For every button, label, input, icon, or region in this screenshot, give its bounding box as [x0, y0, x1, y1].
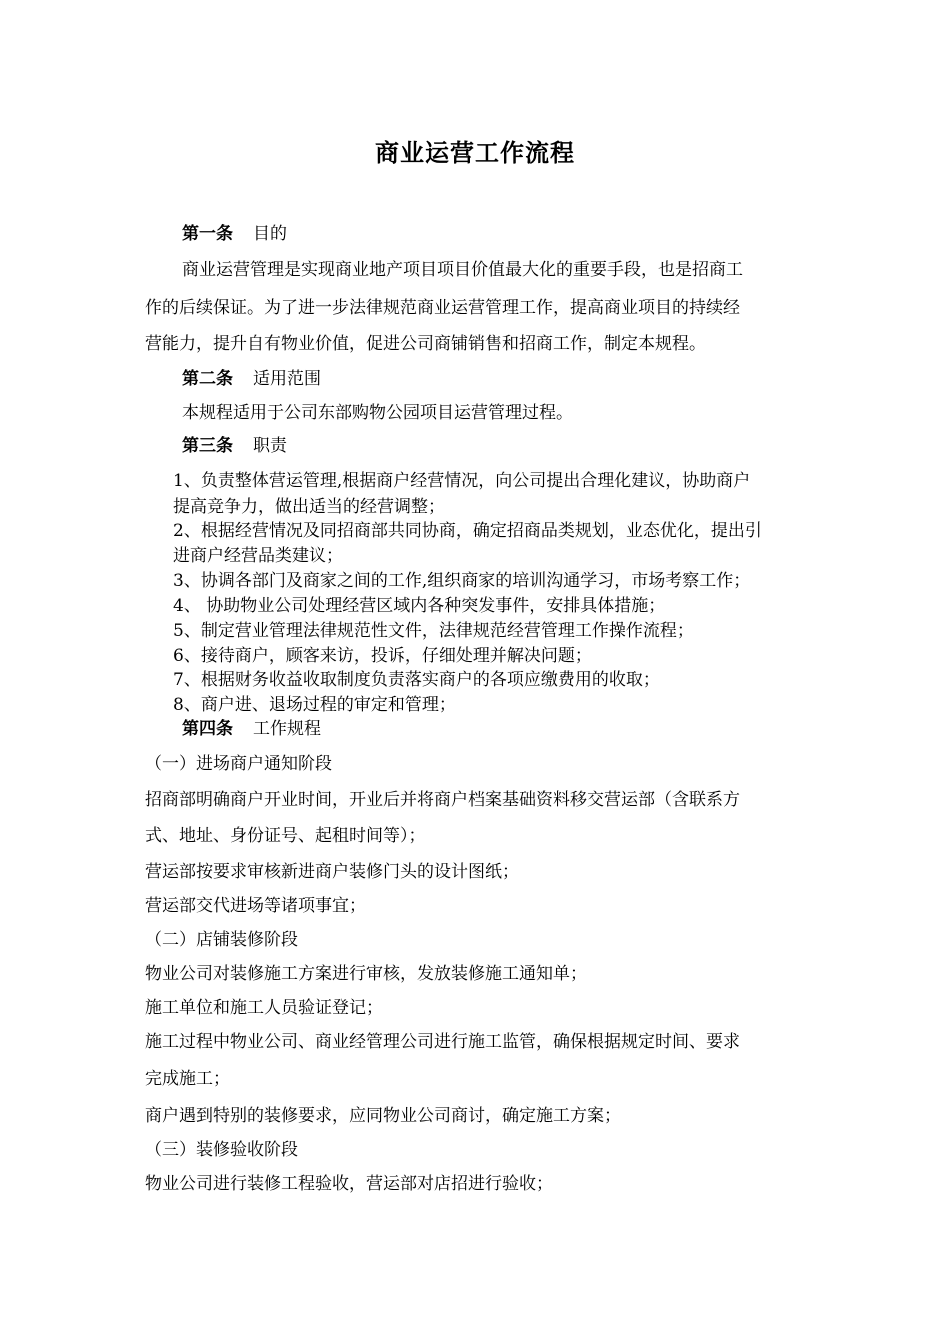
scope-text: 本规程适用于公司东部购物公园项目运营管理过程。 — [182, 403, 573, 423]
section-label: 第二条 — [182, 369, 233, 389]
procedure-line: 营运部按要求审核新进商户装修门头的设计图纸； — [145, 862, 519, 882]
section-name: 目的 — [253, 224, 287, 244]
purpose-line-1: 商业运营管理是实现商业地产项目项目价值最大化的重要手段，也是招商工 — [182, 260, 743, 280]
procedure-line: 式、地址、身份证号、起租时间等）； — [145, 826, 426, 846]
procedure-line: 施工单位和施工人员验证登记； — [145, 998, 383, 1018]
duty-line: 1、负责整体营运管理,根据商户经营情况，向公司提出合理化建议，协助商户 — [173, 471, 751, 491]
duty-line: 4、 协助物业公司处理经营区域内各种突发事件，安排具体措施； — [173, 596, 666, 616]
duty-line: 2、根据经营情况及同招商部共同协商，确定招商品类规划，业态优化，提出引 — [173, 521, 762, 541]
section-heading-2 — [182, 368, 321, 390]
duty-line: 7、根据财务收益收取制度负责落实商户的各项应缴费用的收取； — [173, 670, 660, 690]
purpose-line-3: 营能力，提升自有物业价值，促进公司商铺销售和招商工作，制定本规程。 — [145, 334, 706, 354]
procedure-line: 招商部明确商户开业时间，开业后并将商户档案基础资料移交营运部（含联系方 — [145, 790, 740, 810]
procedure-line: 商户遇到特别的装修要求，应同物业公司商讨，确定施工方案； — [145, 1106, 621, 1126]
section-name: 职责 — [253, 436, 287, 456]
section-label: 第四条 — [182, 719, 233, 739]
section-name: 适用范围 — [253, 369, 321, 389]
procedure-line: 物业公司对装修施工方案进行审核，发放装修施工通知单； — [145, 964, 587, 984]
section-label: 第三条 — [182, 436, 233, 456]
section-heading-4 — [182, 718, 321, 740]
procedure-line: 施工过程中物业公司、商业经管理公司进行施工监管，确保根据规定时间、要求 — [145, 1032, 740, 1052]
procedure-line: 完成施工； — [145, 1069, 230, 1089]
duty-line: 进商户经营品类建议； — [173, 546, 343, 566]
procedure-line: 营运部交代进场等诸项事宜； — [145, 896, 366, 916]
section-heading-1 — [182, 223, 287, 245]
procedure-line: 物业公司进行装修工程验收，营运部对店招进行验收； — [145, 1174, 553, 1194]
section-heading-3 — [182, 435, 287, 457]
duty-line: 提高竞争力，做出适当的经营调整； — [173, 497, 445, 517]
section-name: 工作规程 — [253, 719, 321, 739]
procedure-line: （三）装修验收阶段 — [145, 1140, 298, 1160]
procedure-line: （一）进场商户通知阶段 — [145, 754, 332, 774]
duty-line: 6、接待商户，顾客来访，投诉，仔细处理并解决问题； — [173, 646, 592, 666]
duty-line: 8、商户进、退场过程的审定和管理； — [173, 695, 456, 715]
purpose-line-2: 作的后续保证。为了进一步法律规范商业运营管理工作，提高商业项目的持续经 — [145, 298, 740, 318]
duty-line: 3、协调各部门及商家之间的工作,组织商家的培训沟通学习，市场考察工作； — [173, 571, 751, 591]
document-title: 商业运营工作流程 — [375, 139, 575, 167]
duty-line: 5、制定营业管理法律规范性文件，法律规范经营管理工作操作流程； — [173, 621, 694, 641]
section-label: 第一条 — [182, 224, 233, 244]
procedure-line: （二）店铺装修阶段 — [145, 930, 298, 950]
